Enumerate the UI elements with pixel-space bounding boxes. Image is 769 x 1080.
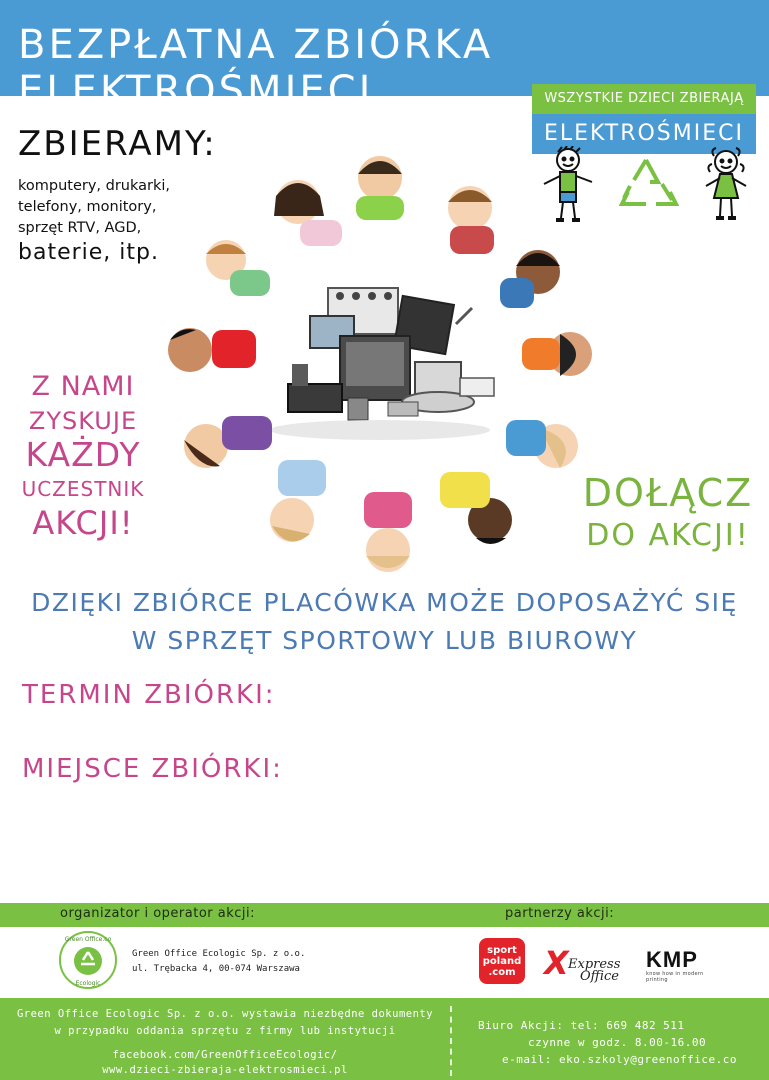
place-label: MIEJSCE ZBIÓRKI: [22,754,283,784]
child-figure [270,460,326,542]
info-line: DZIĘKI ZBIÓRCE PLACÓWKA MOŻE DOPOSAŻYĆ SIĘ [31,588,738,617]
child-figure [206,240,270,296]
office-hours: czynne w godz. 8.00-16.00 [528,1036,707,1049]
term-label: TERMIN ZBIÓRKI: [22,680,276,710]
collect-line: komputery, drukarki, [18,178,171,194]
footer-line: w przypadku oddania sprzętu z firmy lub instytucji [54,1025,396,1037]
facebook-link[interactable]: facebook.com/GreenOfficeEcologic/ [112,1049,338,1061]
child-figure [440,472,512,544]
child-figure [356,156,404,220]
electronics-pile-icon [270,288,494,440]
office-email[interactable]: e-mail: eko.szkoly@greenoffice.co [502,1053,738,1066]
pink-slogan-line: ZYSKUJE [28,407,138,435]
join-slogan [578,470,758,556]
logo-top-text: Green Office.co [64,936,112,943]
kmp-name: KMP [646,947,698,972]
website-link[interactable]: www.dzieci-zbieraja-elektrosmieci.pl [102,1064,348,1076]
child-figure [522,332,592,376]
express-office-text: Express [568,957,621,972]
join-slogan-line: DO AKCJI! [586,518,750,553]
kmp-logo [646,949,726,983]
footer-documents [10,1006,440,1078]
pink-slogan-line: UCZESTNIK [21,477,145,501]
badge-line1: WSZYSTKIE DZIECI ZBIERAJĄ [532,84,756,114]
collect-line: sprzęt RTV, AGD, [18,220,142,236]
pink-slogan-line: KAŻDY [25,435,141,474]
footer-line: Green Office Ecologic Sp. z o.o. wystawia niezbędne dokumenty [16,1008,434,1020]
children-circle-illustration [160,140,600,580]
pink-slogan-line: AKCJI! [32,504,134,542]
footer-contact [470,1017,760,1068]
sportpoland-text: .com [488,967,516,978]
child-figure [184,416,272,468]
join-slogan-line: DOŁĄCZ [582,471,754,515]
child-figure [274,180,342,246]
pink-slogan [18,370,148,540]
partners-label: partnerzy akcji: [505,906,615,921]
express-office-logo [544,945,630,985]
info-text [0,584,769,660]
organizer-label: organizator i operator akcji: [60,906,255,921]
green-office-logo [58,930,118,990]
recycle-icon [622,160,676,204]
page-title: BEZPŁATNA ZBIÓRKA ELEKTROŚMIECI [18,22,494,114]
organizer-details [132,947,305,977]
sportpoland-text: poland [482,956,522,967]
footer-divider [450,1006,452,1076]
stick-figure-girl-icon [706,148,746,218]
info-line: W SPRZĘT SPORTOWY LUB BIUROWY [131,626,638,655]
collect-line: baterie, itp. [18,240,159,265]
child-figure [506,420,578,468]
child-figure [168,328,256,372]
express-office-text: Office [580,969,619,984]
child-figure [500,250,560,308]
pink-slogan-line: Z NAMI [31,371,135,402]
child-figure [448,186,494,254]
sportpoland-text: sport [487,945,517,956]
collect-title: ZBIERAMY: [18,124,217,164]
collect-line: telefony, monitory, [18,199,157,215]
badge-line2: ELEKTROŚMIECI [532,114,756,154]
sportpoland-logo [479,938,525,984]
child-figure [364,492,412,572]
office-phone: Biuro Akcji: tel: 669 482 511 [478,1019,685,1032]
organizer-company: Green Office Ecologic Sp. z o.o. [132,949,306,959]
express-office-mark: X [544,944,569,982]
organizer-address: ul. Trębacka 4, 00-074 Warszawa [132,964,300,974]
logo-bottom-text: Ecologic [75,980,101,987]
kmp-tagline: know how in modern printing [646,971,704,983]
